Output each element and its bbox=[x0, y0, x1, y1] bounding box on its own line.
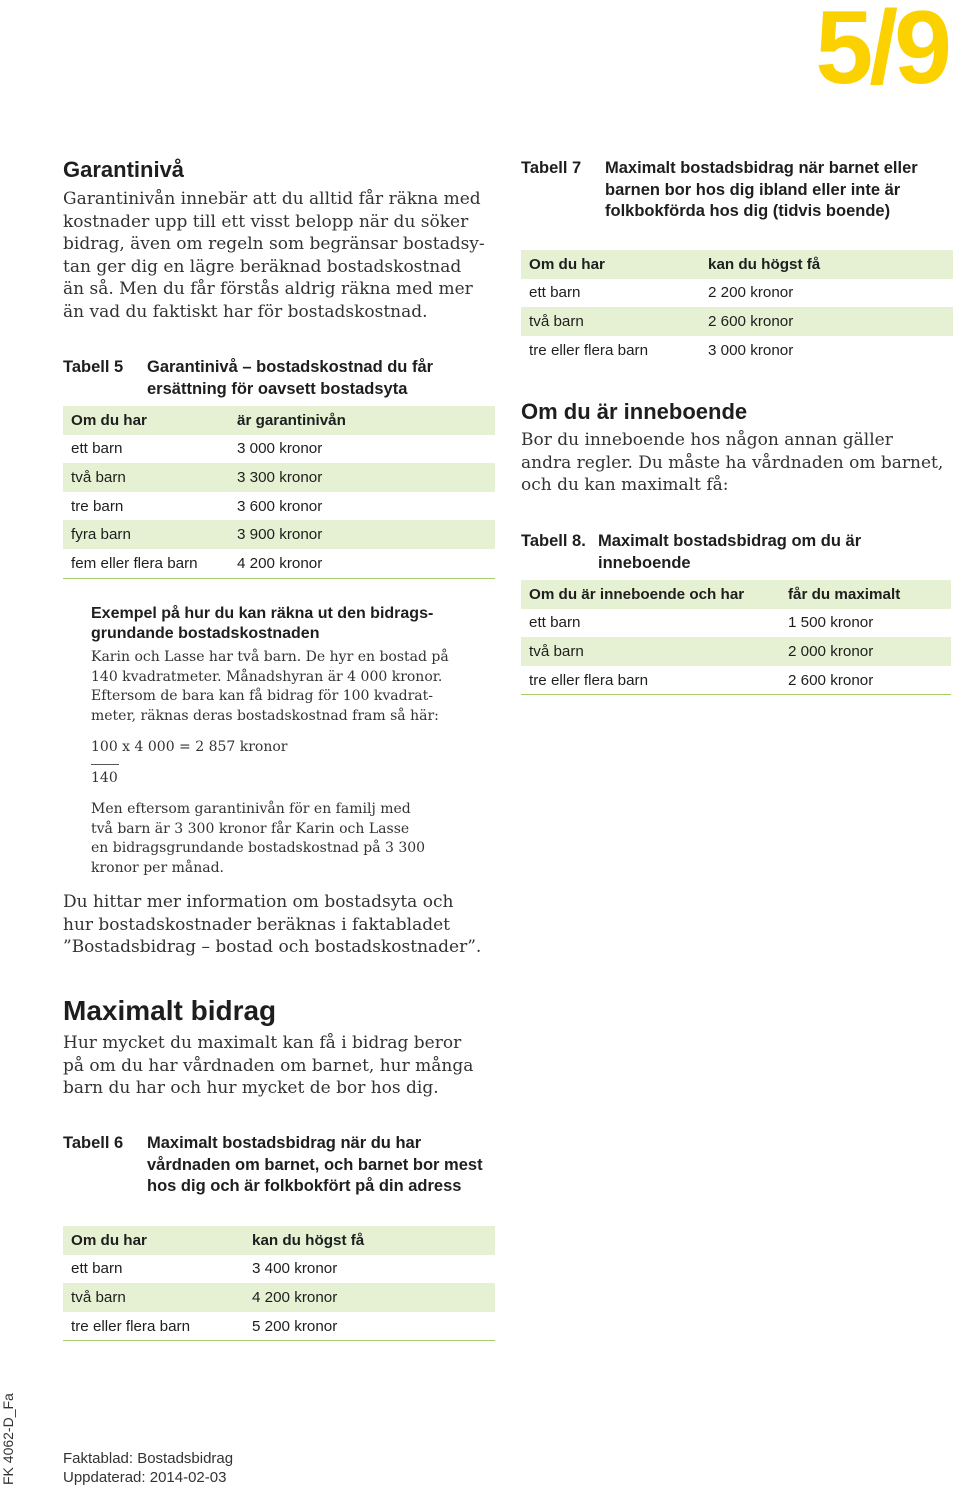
table-cell: 3 400 kronor bbox=[252, 1260, 338, 1278]
table8-label: Tabell 8. bbox=[521, 532, 586, 550]
garantiniva-line: än så. Men du får förstås aldrig räkna med mer bbox=[63, 279, 473, 300]
table-cell: 2 200 kronor bbox=[708, 284, 794, 302]
maximalt-paragraph bbox=[63, 1032, 503, 1100]
table-row bbox=[63, 549, 495, 578]
example-line: två barn är 3 300 kronor får Karin och Lasse bbox=[91, 820, 410, 837]
table-header-cell: Om du har bbox=[71, 1231, 147, 1249]
table-row bbox=[63, 520, 495, 549]
maximalt-line: Hur mycket du maximalt kan få i bidrag beror bbox=[63, 1033, 462, 1053]
table7-title: Maximalt bostadsbidrag när barnet eller barnen bor hos dig ibland eller inte är folkbokförda hos dig (tidvis boende) bbox=[605, 159, 918, 220]
table-header-cell: Om du är inneboende och har bbox=[529, 585, 745, 603]
table6-label: Tabell 6 bbox=[63, 1134, 124, 1152]
inneboende-line: Bor du inneboende hos någon annan gäller bbox=[521, 430, 893, 450]
example-line: kronor per månad. bbox=[91, 859, 224, 876]
table-cell: två barn bbox=[529, 642, 584, 660]
fraction-line bbox=[91, 764, 119, 765]
table-cell: 2 600 kronor bbox=[708, 312, 794, 330]
table-cell: 3 300 kronor bbox=[237, 468, 323, 486]
table7-caption bbox=[521, 158, 951, 246]
page-number: 5/9 bbox=[815, 0, 948, 106]
table-header-row bbox=[521, 250, 953, 279]
table-cell: tre eller flera barn bbox=[521, 666, 780, 695]
table-cell: 4 200 kronor bbox=[229, 549, 495, 578]
table-cell: ett barn bbox=[529, 284, 581, 302]
example-line: en bidragsgrundande bostadskostnad på 3 300 bbox=[91, 840, 426, 857]
table5-title: Garantinivå – bostadskostnad du får ersättning för oavsett bostadsyta bbox=[147, 358, 434, 398]
table5 bbox=[63, 406, 495, 579]
table-cell: 3 600 kronor bbox=[237, 497, 323, 515]
table-row bbox=[521, 336, 953, 365]
garantiniva-paragraph bbox=[63, 188, 503, 324]
example-denominator: 140 bbox=[91, 770, 118, 786]
table-cell: 3 000 kronor bbox=[708, 341, 794, 359]
example-line: Karin och Lasse har två barn. De hyr en bostad på bbox=[91, 649, 449, 665]
example-heading: Exempel på hur du kan räkna ut den bidragsgrundande bostadskostnaden bbox=[91, 605, 434, 642]
example-line: Men eftersom garantinivån för en familj med bbox=[91, 801, 411, 817]
more-info-line: Du hittar mer information om bostadsyta och bbox=[63, 892, 454, 912]
table5-label: Tabell 5 bbox=[63, 358, 124, 376]
table-row bbox=[521, 609, 951, 638]
more-info-paragraph bbox=[63, 891, 503, 959]
garantiniva-line: kostnader upp till ett visst belopp när du söker bbox=[63, 211, 469, 232]
garantiniva-line: Garantinivån innebär att du alltid får räkna med bbox=[63, 189, 481, 209]
table-cell: två barn bbox=[71, 468, 126, 486]
example-numerator: 100 x 4 000 = 2 857 kronor bbox=[91, 739, 288, 755]
table-cell: ett barn bbox=[71, 1260, 123, 1278]
inneboende-heading: Om du är inneboende bbox=[521, 399, 748, 424]
example-paragraph bbox=[91, 648, 491, 726]
table6-title: Maximalt bostadsbidrag när du har vårdnaden om barnet, och barnet bor mest hos dig och är folkbokfört på din adress bbox=[147, 1134, 483, 1195]
table8 bbox=[521, 580, 951, 695]
maximalt-line: barn du har och hur mycket de bor hos dig. bbox=[63, 1078, 439, 1099]
table-row bbox=[63, 492, 495, 521]
footer bbox=[63, 1449, 233, 1487]
example-conclusion bbox=[91, 800, 491, 878]
garantiniva-line: bidrag, även om regeln som begränsar bostadsy- bbox=[63, 234, 485, 255]
table-cell: 2 000 kronor bbox=[788, 642, 874, 660]
table5-caption bbox=[63, 357, 483, 401]
table-row bbox=[63, 435, 495, 464]
table-header-row bbox=[521, 580, 951, 609]
table-row bbox=[63, 1255, 495, 1284]
table-header-row bbox=[63, 1226, 495, 1255]
more-info-line: ”Bostadsbidrag – bostad och bostadskostnader”. bbox=[63, 937, 482, 958]
garantiniva-line: än vad du faktiskt har för bostadskostnad. bbox=[63, 301, 428, 322]
table-row bbox=[521, 279, 953, 308]
table-cell: 3 000 kronor bbox=[237, 440, 323, 458]
table-row bbox=[521, 307, 953, 336]
form-code: FK 4062-D_Fa bbox=[0, 1393, 16, 1485]
table-header-cell: får du maximalt bbox=[788, 585, 901, 603]
table-cell: ett barn bbox=[71, 440, 123, 458]
table-cell: 5 200 kronor bbox=[244, 1312, 495, 1341]
table-cell: tre eller flera barn bbox=[63, 1312, 244, 1341]
inneboende-line: och du kan maximalt få: bbox=[521, 475, 729, 496]
table-cell: fyra barn bbox=[71, 526, 131, 544]
table7 bbox=[521, 250, 953, 364]
table-header-row bbox=[63, 406, 495, 435]
table-header-cell: är garantinivån bbox=[237, 411, 346, 429]
table-row bbox=[521, 637, 951, 666]
table-row bbox=[63, 1283, 495, 1312]
example-line: meter, räknas deras bostadskostnad fram så här: bbox=[91, 707, 439, 724]
table-header-cell: kan du högst få bbox=[252, 1231, 365, 1249]
table-cell: fem eller flera barn bbox=[63, 549, 229, 578]
table6 bbox=[63, 1226, 495, 1341]
more-info-line: hur bostadskostnader beräknas i faktabladet bbox=[63, 914, 450, 935]
example-line: 140 kvadratmeter. Månadshyran är 4 000 kronor. bbox=[91, 668, 443, 685]
footer-updated-date: Uppdaterad: 2014-02-03 bbox=[63, 1469, 227, 1486]
table-row bbox=[63, 1312, 495, 1341]
table8-caption bbox=[521, 531, 951, 575]
maximalt-heading: Maximalt bidrag bbox=[63, 995, 277, 1026]
table-row bbox=[63, 463, 495, 492]
example-line: Eftersom de bara kan få bidrag för 100 kvadrat- bbox=[91, 688, 433, 705]
table-header-cell: Om du har bbox=[71, 411, 147, 429]
garantiniva-line: tan ger dig en lägre beräknad bostadskostnad bbox=[63, 256, 462, 277]
inneboende-paragraph bbox=[521, 429, 956, 497]
table8-title: Maximalt bostadsbidrag om du är inneboende bbox=[598, 532, 862, 572]
garantiniva-heading: Garantinivå bbox=[63, 157, 185, 182]
table-cell: ett barn bbox=[529, 614, 581, 632]
table-cell: tre eller flera barn bbox=[529, 341, 649, 359]
table-header-cell: Om du har bbox=[529, 255, 605, 273]
table-header-cell: kan du högst få bbox=[708, 255, 821, 273]
table-cell: tre barn bbox=[71, 497, 124, 515]
table-row bbox=[521, 666, 951, 695]
table-cell: 2 600 kronor bbox=[780, 666, 951, 695]
table-cell: 4 200 kronor bbox=[252, 1288, 338, 1306]
table-cell: två barn bbox=[71, 1288, 126, 1306]
table-cell: två barn bbox=[529, 312, 584, 330]
table-cell: 3 900 kronor bbox=[237, 526, 323, 544]
maximalt-line: på om du har vårdnaden om barnet, hur många bbox=[63, 1055, 474, 1076]
table6-caption bbox=[63, 1133, 493, 1221]
inneboende-line: andra regler. Du måste ha vårdnaden om barnet, bbox=[521, 452, 944, 473]
table7-label: Tabell 7 bbox=[521, 159, 582, 177]
footer-document-name: Faktablad: Bostadsbidrag bbox=[63, 1450, 234, 1467]
table-cell: 1 500 kronor bbox=[788, 614, 874, 632]
